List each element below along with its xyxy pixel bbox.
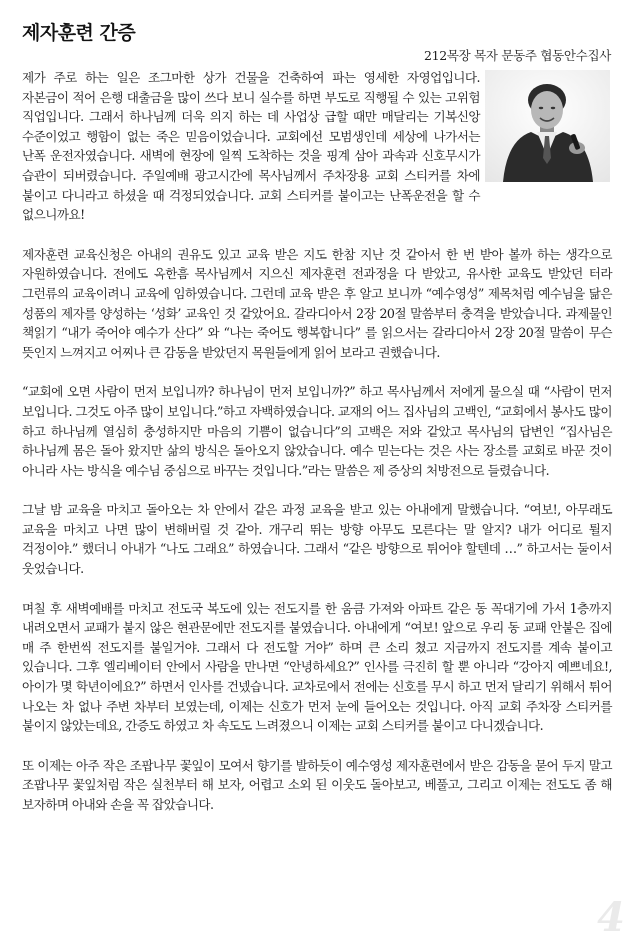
paragraph: 며칠 후 새벽예배를 마치고 전도국 복도에 있는 전도지를 한 움큼 가져와 아파트 같은 동 꼭대기에 가서 1층까지 내려오면서 교패가 붙지 않은 현관문에만 전도지를 붙였습니다. 아내에게 “여보! 앞으로 우리 동 교패 안붙은 집에 매 주 한번씩 전도지를 붙일거야. 그래서 다 전도할 거야” 하며 큰 소리 쳤고 지금까지 전도지를 계속 붙이고 있습니다. 그후 엘리베이터 안에서 사람을 만나면 “안녕하세요?” 인사를 극진히 할 뿐 아니라 “강아지 예쁘네요!, 아이가 몇 학년이에요?” 하면서 인사를 건넸습니다. 교차로에서 전에는 신호를 무시 하고 먼저 달리기 위해서 튀어 나오는 차 없나 주변 차부터 보였는데, 이제는 신호가 먼저 눈에 들어오는 것입니다. 아직 교회 주차장 스티커를 붙이지 않았는데요, 간증도 하였고 차 속도도 느려졌으니 이제는 교회 스티커를 붙이고 다니겠습니다. [22, 600, 612, 734]
paragraph: 제가 주로 하는 일은 조그마한 상가 건물을 건축하여 파는 영세한 자영업입니다. 자본금이 적어 은행 대출금을 많이 쓰다 보니 실수를 하면 부도로 직행될 수 있는 고위험 직업입니다. 그래서 하나님께 더욱 의지 하는 데 사업상 급할 때만 매달리는 기복신앙 수준이었고 행함이 없는 죽은 믿음이었습니다. 교회에선 모범생인데 세상에 나가서는 난폭 운전자였습니다. 새벽에 현장에 일찍 도착하는 것을 핑계 삼아 과속과 신호무시가 습관이 되버렸습니다. 주일예배 광고시간에 목사님께서 주차장용 교회 스티커를 차에 붙이고 다니라고 하셨을 때 걱정되었습니다. 교회 스티커를 붙이고는 난폭운전을 할 수 없으니까요! [22, 70, 480, 223]
testimony-body [22, 68, 612, 835]
author-byline: 212목장 목자 문동주 협동안수집사 [423, 48, 611, 63]
page-title: 제자훈련 간증 [22, 22, 136, 44]
paragraph: “교회에 오면 사람이 먼저 보입니까? 하나님이 먼저 보입니까?” 하고 목사님께서 저에게 물으실 때 “사람이 먼저 보입니다. 그것도 아주 많이 보입니다.”하고 자백하였습니다. 교재의 어느 집사님의 고백인, “교회에서 봉사도 많이 하고 하나님께 열심히 충성하지만 마음의 기쁨이 없습니다”의 고백은 저와 같았고 목사님의 답변인 “집사님은 하나님께 몸은 돌아 왔지만 삶의 방식은 돌아오지 않았습니다. 예수 믿는다는 것은 사는 장소를 교회로 바꾼 것이 아니라 사는 방식을 예수님 중심으로 바꾸는 것입니다.”라는 말씀은 제 증상의 처방전으로 들렸습니다. [22, 384, 612, 478]
paragraph: 또 이제는 아주 작은 조팝나무 꽃잎이 모여서 향기를 발하듯이 예수영성 제자훈련에서 받은 감동을 묻어 두지 말고 조팝나무 꽃잎처럼 작은 실천부터 해 보자, 어렵고 소외 된 이웃도 돌아보고, 베풀고, 그리고 이제는 전도도 좀 해 보자하며 아내와 손을 꼭 잡았습니다. [22, 757, 612, 812]
paragraph: 제자훈련 교육신청은 아내의 권유도 있고 교육 받은 지도 한참 지난 것 같아서 한 번 받아 볼까 하는 생각으로 자원하였습니다. 전에도 옥한흠 목사님께서 지으신 제자훈련 전과정을 다 받았고, 유사한 교육도 받았던 터라 그런류의 교육이려니 교육에 임하였습니다. 그런데 교육 받은 후 알고 보니까 “예수영성” 제목처럼 예수님을 닮은 성품의 제자를 양성하는 ‘성화’ 교육인 것 같았어요. 갈라디아서 2장 20절 말씀부터 충격을 받았습니다. 과제물인 책읽기 “내가 죽어야 예수가 산다” 와 “나는 죽어도 행복합니다” 를 읽으서는 갈라디아서 2장 20절 말씀이 무슨 뜻인지 느껴지고 어찌나 큰 감동을 받았던지 목원들에게 읽어 보라고 권했습니다. [22, 246, 612, 360]
paragraph: 그날 밤 교육을 마치고 돌아오는 차 안에서 같은 과정 교육을 받고 있는 아내에게 말했습니다. “여보!, 아무래도 교육을 마치고 나면 많이 변해버릴 것 같아. 개구리 뛰는 방향 아무도 모른다는 말 알지? 내가 어디로 튈지 걱정이야.” 했더니 아내가 “나도 그래요” 하였습니다. 그래서 “같은 방향으로 튀어야 할텐데 …” 하고서는 둘이서 웃었습니다. [22, 502, 612, 577]
page-number: 4 [597, 894, 625, 941]
photo-spacer [480, 68, 612, 244]
